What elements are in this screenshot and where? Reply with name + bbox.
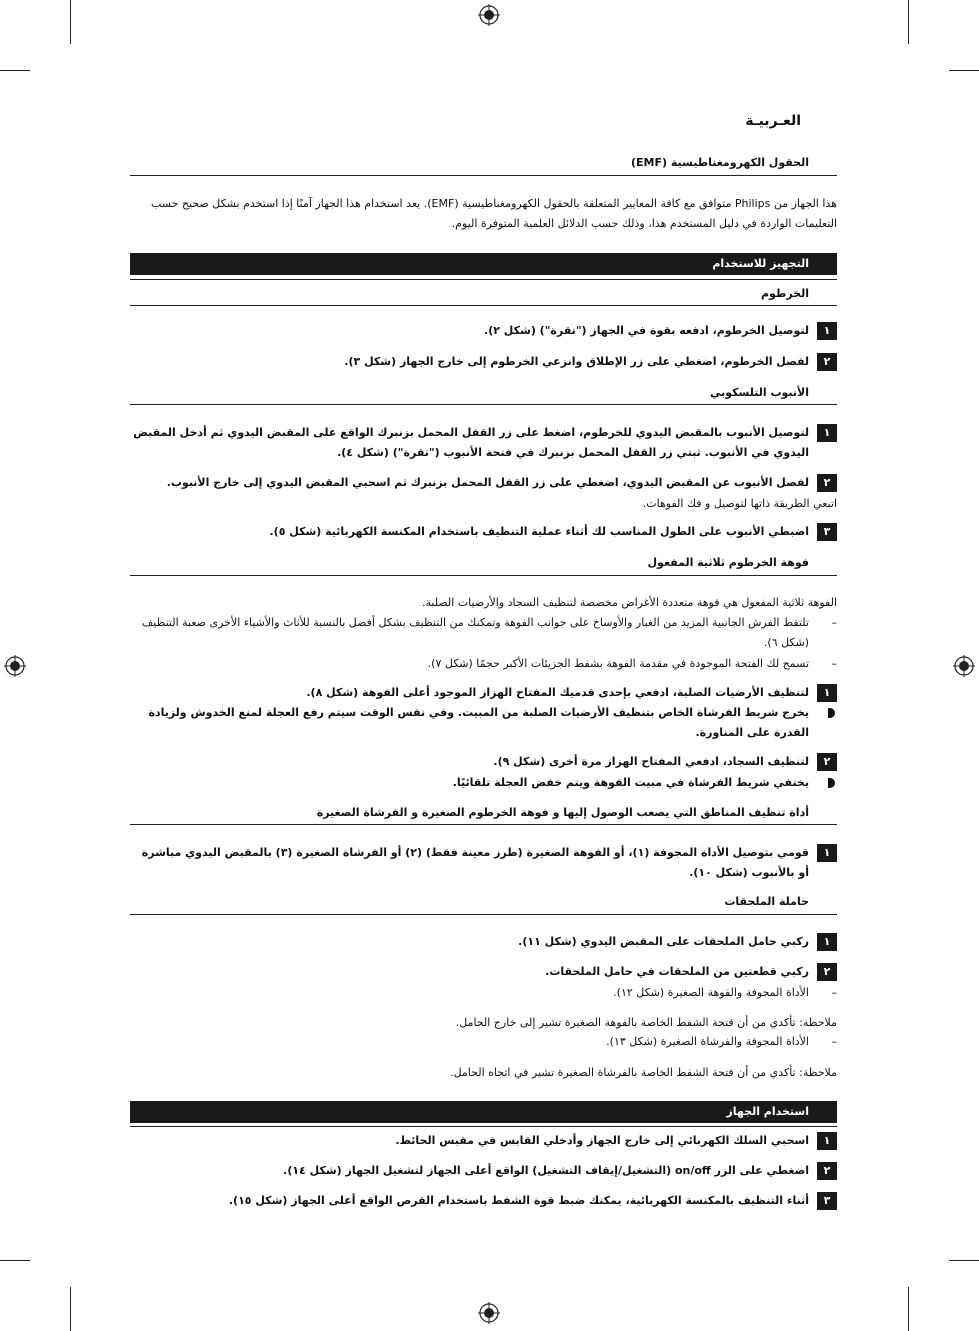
step-text: أثناء التنظيف بالمكنسة الكهربائية، يمكنك ضبط قوة الشفط باستخدام القرص الواقع أعلى الجهاز (شكل ١٥). [228, 1194, 809, 1207]
step-item [130, 522, 837, 542]
step-item [130, 932, 837, 952]
registration-mark-icon [953, 655, 975, 677]
step-number: ٢ [817, 963, 837, 981]
divider [130, 175, 837, 176]
step-number: ٢ [817, 353, 837, 371]
tube-note: اتبعي الطريقة ذاتها لتوصيل و فك الفوهات. [642, 497, 837, 510]
nozzle-intro: الفوهة ثلاثية المفعول هي فوهة متعددة الأغراض مخصصة لتنظيف السجاد والأرضيات الصلبة. [422, 596, 837, 609]
hose-heading: الخرطوم [761, 287, 809, 300]
tool-heading: أداة تنظيف المناطق التي يصعب الوصول إليها و فوهة الخرطوم الصغيرة و الفرشاة الصغيرة [316, 806, 809, 819]
dash-item: – تلتقط الفرش الجانبية المزيد من الغبار والأوساخ على جوانب الفوهة وتمكنك من التنظيف بشكل أفضل بالنسبة للأثاث والأشياء الأخرى صعبة التنظيف (شكل ٦). [130, 613, 837, 653]
divider [130, 1126, 837, 1127]
bullet-icon [828, 778, 835, 788]
step-text: ركبي قطعتين من الملحقات في حامل الملحقات. [545, 965, 809, 978]
crop-mark [0, 70, 30, 71]
dash-text: الأداة المجوفة والفوهة الصغيرة (شكل ١٢). [613, 986, 809, 999]
dash-text: الأداة المجوفة والفرشاة الصغيرة (شكل ١٣). [606, 1035, 809, 1048]
step-text: اضبطي الأنبوب على الطول المناسب لك أثناء عملية التنظيف باستخدام المكنسة الكهربائية (شكل ٥). [269, 525, 809, 538]
section-bar-label: التجهيز للاستخدام [712, 257, 809, 270]
step-number: ١ [817, 684, 837, 702]
step-text: ركبي حامل الملحقات على المقبض اليدوي (شكل ١١). [518, 935, 809, 948]
step-number: ٢ [817, 1162, 837, 1180]
emf-heading: الحقول الكهرومغناطيسية (EMF) [631, 156, 809, 169]
crop-mark [949, 70, 979, 71]
emf-paragraph: هذا الجهاز من Philips متوافق مع كافة المعايير المتعلقة بالحقول الكهرومغناطيسية (EMF). يعد استخدام هذا الجهاز آمنًا إذا استخدم بشكل صحيح حسب التعليمات الواردة في دليل المستخدم هذا، وذلك حسب الدلائل العلمية المتوفرة اليوم. [150, 197, 837, 230]
bullet-text: يختفي شريط الفرشاة في مبيت الفوهة ويتم خفض العجلة تلقائيًا. [452, 776, 809, 789]
step-number: ٢ [817, 753, 837, 771]
result-bullet [130, 773, 837, 793]
bullet-text: يخرج شريط الفرشاة الخاص بتنظيف الأرضيات الصلبة من المبيت. وفي نفس الوقت سيتم رفع العجلة لمنع الخدوش ولزيادة القدرة على المناورة. [148, 706, 809, 739]
crop-mark [908, 0, 909, 44]
step-text: لتوصيل الأنبوب بالمقبض اليدوي للخرطوم، اضغط على زر القفل المحمل بزنبرك الواقع على المقبض اليدوي ثم أدخل المقبض اليدوي في الأنبوب. ثبتي زر القفل المحمل بزنبرك في فتحة الأنبوب ("نقرة") (شكل ٤). [133, 426, 809, 459]
nozzle-heading: فوهة الخرطوم ثلاثية المفعول [647, 556, 809, 569]
crop-mark [0, 1260, 30, 1261]
divider [130, 404, 837, 405]
step-number: ١ [817, 424, 837, 442]
crop-mark [70, 0, 71, 44]
step-text: اسحبي السلك الكهربائي إلى خارج الجهاز وأدخلي القابس في مقبس الحائط. [395, 1134, 809, 1147]
step-number: ١ [817, 844, 837, 862]
step-text: اضغطي على الزر on/off (التشغيل/إيقاف التشغيل) الواقع أعلى الجهاز لتشغيل الجهاز (شكل ١٤). [283, 1164, 809, 1177]
step-item [130, 683, 837, 703]
divider [130, 279, 837, 280]
holder-note: ملاحظة: تأكدي من أن فتحة الشفط الخاصة بالفوهة الصغيرة تشير إلى خارج الحامل. [455, 1016, 837, 1029]
step-text: قومي بتوصيل الأداة المجوفة (١)، أو الفوهة الصغيرة (طرز معينة فقط) (٢) أو الفرشاة الصغيرة (٣) بالمقبض اليدوي مباشرة أو بالأنبوب (شكل ١٠). [141, 846, 809, 879]
dash-item: – الأداة المجوفة والفوهة الصغيرة (شكل ١٢). [130, 983, 837, 1003]
step-text: لتنظيف السجاد، ادفعي المفتاح الهزاز مرة أخرى (شكل ٩). [493, 755, 809, 768]
result-bullet [130, 703, 837, 743]
step-number: ٣ [817, 523, 837, 541]
step-item [130, 321, 837, 341]
divider [130, 305, 837, 306]
step-item [130, 752, 837, 772]
step-item [130, 1131, 837, 1151]
dash-text: تسمح لك الفتحة الموجودة في مقدمة الفوهة بشفط الجزيئات الأكبر حجمًا (شكل ٧). [427, 657, 809, 670]
step-number: ٣ [817, 1192, 837, 1210]
registration-mark-icon [4, 655, 26, 677]
step-item [130, 1191, 837, 1211]
divider [130, 824, 837, 825]
step-text: لفصل الأنبوب عن المقبض اليدوي، اضغطي على زر القفل المحمل بزنبرك ثم اسحبي المقبض اليدوي إلى خارج الأنبوب. [166, 476, 809, 489]
step-number: ١ [817, 1132, 837, 1150]
step-item [130, 962, 837, 982]
step-item [130, 843, 837, 883]
registration-mark-icon [478, 4, 500, 26]
crop-mark [908, 1287, 909, 1331]
holder-heading: حاملة الملحقات [724, 895, 809, 908]
step-text: لتنظيف الأرضيات الصلبة، ادفعي بإحدى قدميك المفتاح الهزاز الموجود أعلى الفوهة (شكل ٨). [306, 686, 809, 699]
crop-mark [70, 1287, 71, 1331]
dash-text: تلتقط الفرش الجانبية المزيد من الغبار والأوساخ على جوانب الفوهة وتمكنك من التنظيف بشكل أفضل بالنسبة للأثاث والأشياء الأخرى صعبة التنظيف (شكل ٦). [141, 616, 809, 649]
section-bar-preparing [130, 253, 837, 275]
step-number: ٢ [817, 474, 837, 492]
tube-heading: الأنبوب التلسكوبي [710, 386, 809, 399]
divider [130, 575, 837, 576]
step-item [130, 352, 837, 372]
language-title: العـربيـة [745, 113, 801, 129]
section-bar-label: استخدام الجهاز [726, 1105, 809, 1118]
step-text: لتوصيل الخرطوم، ادفعه بقوة في الجهاز ("نقرة") (شكل ٢). [484, 324, 809, 337]
step-item [130, 1161, 837, 1181]
section-bar-using [130, 1101, 837, 1123]
step-item [130, 423, 837, 463]
holder-note: ملاحظة: تأكدي من أن فتحة الشفط الخاصة بالفرشاة الصغيرة تشير في اتجاه الحامل. [450, 1066, 837, 1079]
divider [130, 914, 837, 915]
dash-item: – الأداة المجوفة والفرشاة الصغيرة (شكل ١٣). [130, 1032, 837, 1052]
step-text: لفصل الخرطوم، اضغطي على زر الإطلاق وانزعي الخرطوم إلى خارج الجهاز (شكل ٣). [344, 355, 809, 368]
registration-mark-icon [478, 1302, 500, 1324]
crop-mark [949, 1260, 979, 1261]
dash-item: – تسمح لك الفتحة الموجودة في مقدمة الفوهة بشفط الجزيئات الأكبر حجمًا (شكل ٧). [130, 654, 837, 674]
step-item [130, 473, 837, 493]
step-number: ١ [817, 322, 837, 340]
step-number: ١ [817, 933, 837, 951]
bullet-icon [828, 708, 835, 718]
